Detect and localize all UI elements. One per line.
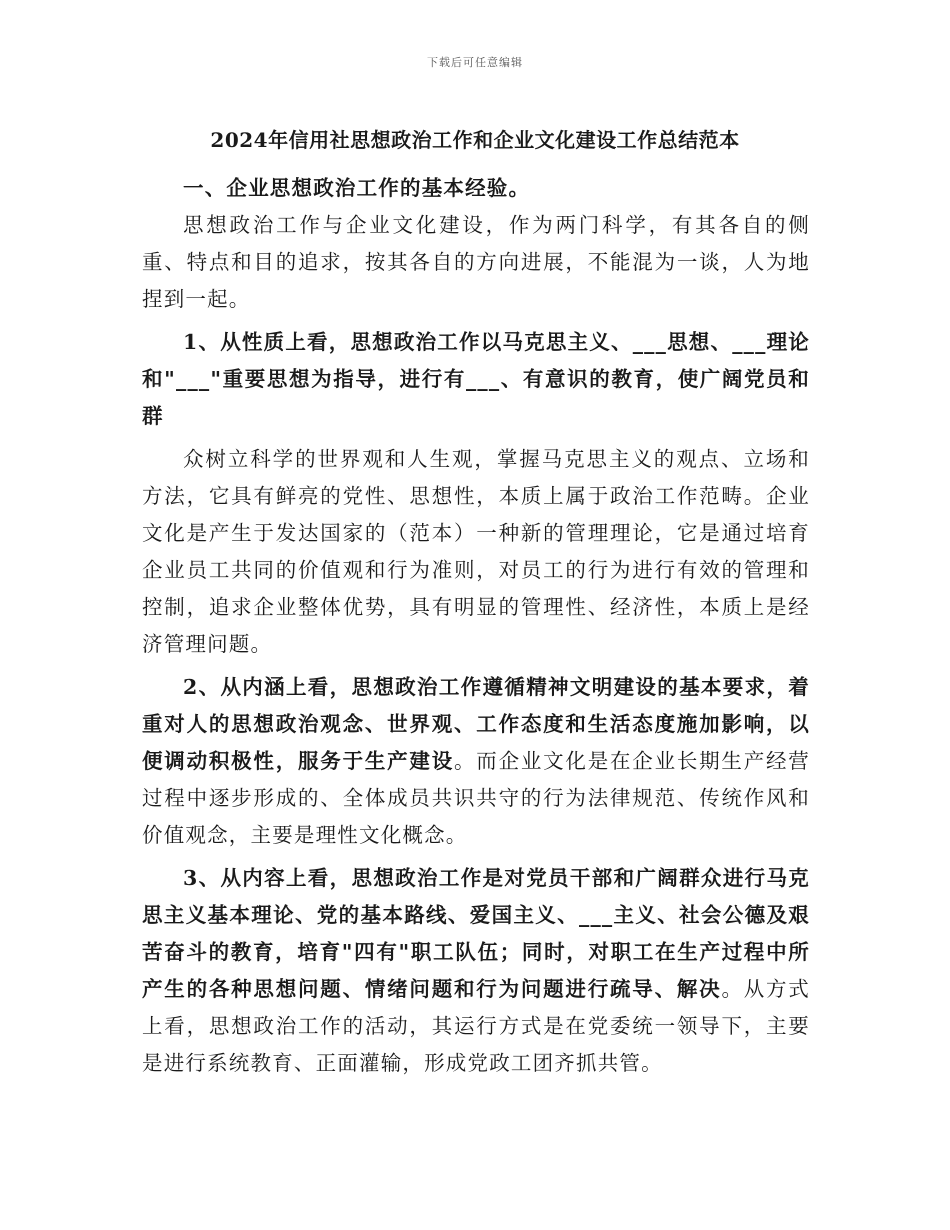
paragraph-nature-detail: 众树立科学的世界观和人生观，掌握马克思主义的观点、立场和方法，它具有鲜亮的党性、思想性，本质上属于政治工作范畴。企业文化是产生于发达国家的（范本）一种新的管理理论，它是通过培育企业员工共同的价值观和行为准则，对员工的行为进行有效的管理和控制，追求企业整体优势，具有明显的管理性、经济性，本质上是经济管理问题。 [142,447,810,656]
point-connotation [142,669,810,854]
point-nature: 1、从性质上看，思想政治工作以马克思主义、___思想、___理论和"___"重要思想为指导，进行有___、有意识的教育，使广阔党员和群 [142,330,810,428]
document-title: 2024年信用社思想政治工作和企业文化建设工作总结范本 [210,128,740,152]
document-body [142,170,810,1082]
point-connotation-bold: 2、从内涵上看，思想政治工作遵循精神文明建设的基本要求，着重对人的思想政治观念、世界观、工作态度和生活态度施加影响，以便调动积极性，服务于生产建设 [142,675,810,773]
header-note: 下载后可任意编辑 [427,56,523,69]
point-content-rest: 。从方式上看，思想政治工作的活动，其运行方式是在党委统一领导下，主要是进行系统教育、正面灌输，形成党政工团齐抓共管。 [142,977,810,1075]
point-connotation-rest: 。而企业文化是在企业长期生产经营过程中逐步形成的、全体成员共识共守的行为法律规范、传统作风和价值观念，主要是理性文化概念。 [142,749,810,847]
point-content-bold: 3、从内容上看，思想政治工作是对党员干部和广阔群众进行马克思主义基本理论、党的基本路线、爱国主义、___主义、社会公德及艰苦奋斗的教育，培育"四有"职工队伍；同时，对职工在生产过程中所产生的各种思想问题、情绪问题和行为问题进行疏导、解决 [142,866,810,1001]
paragraph-intro: 思想政治工作与企业文化建设，作为两门科学，有其各自的侧重、特点和目的追求，按其各自的方向进展，不能混为一谈，人为地捏到一起。 [142,213,810,311]
point-content [142,860,810,1082]
section-heading: 一、企业思想政治工作的基本经验。 [183,176,531,200]
